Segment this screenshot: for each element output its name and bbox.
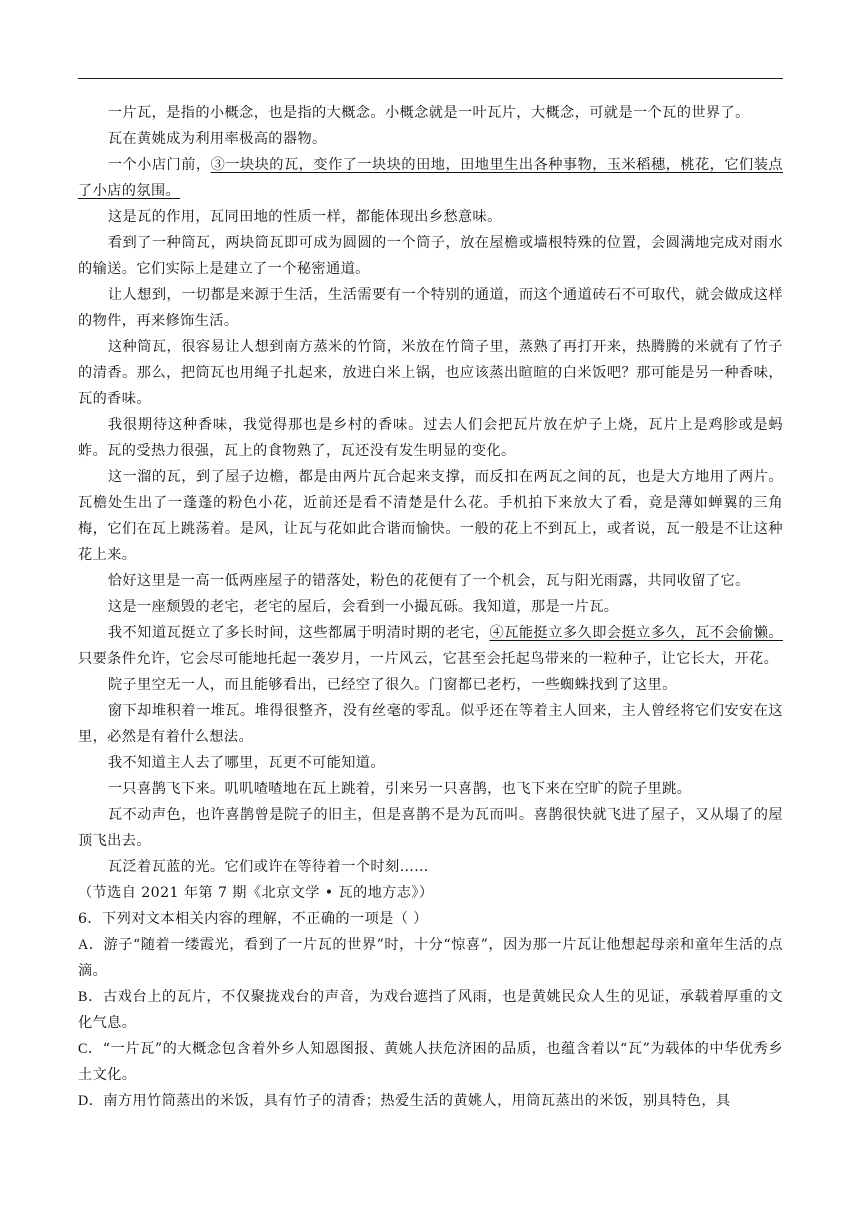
paragraph-16: 一只喜鹊飞下来。叽叽喳喳地在瓦上跳着，引来另一只喜鹊，也飞下来在空旷的院子里跳。: [107, 781, 692, 797]
option-a-text: 游子“随着一缕霞光，看到了一片瓦的世界”时，十分“惊喜”，因为那一片瓦让他想起母亲和童年生活的点滴。: [78, 937, 783, 979]
option-b-text: 古戏台上的瓦片，不仅聚拢戏台的声音，为戏台遮挡了风雨，也是黄姚民众人生的见证，承载着厚重的文化气息。: [78, 989, 783, 1031]
paragraph-12-lead: 我不知道瓦挺立了多长时间，这些都属于明清时期的老宅，: [107, 625, 490, 641]
option-b: [78, 984, 783, 1036]
paragraph-3: [78, 152, 783, 204]
paragraph-15: 我不知道主人去了哪里，瓦更不可能知道。: [107, 755, 385, 771]
option-a-letter: A．: [78, 937, 104, 953]
option-c-letter: C．: [78, 1041, 103, 1057]
paragraph-9: 这一溜的瓦，到了屋子边檐，都是由两片瓦合起来支撑，而反扣在两瓦之间的瓦，也是大方地用了两片。瓦檐处生出了一蓬蓬的粉色小花，近前还是看不清楚是什么花。手机拍下来放大了看，竟是薄如蝉翼的三角梅，它们在瓦上跳荡着。是风，让瓦与花如此合谐而愉快。一般的花上不到瓦上，或者说，瓦一般是不让这种花上来。: [78, 469, 783, 563]
paragraph-14: 窗下却堆积着一堆瓦。堆得很整齐，没有丝毫的零乱。似乎还在等着主人回来，主人曾经将它们安安在这里，必然是有着什么想法。: [78, 703, 783, 745]
paragraph-12: [78, 620, 783, 672]
paragraph-18: 瓦泛着瓦蓝的光。它们或许在等待着一个时刻……: [107, 859, 429, 875]
paragraph-8: 我很期待这种香味，我觉得那也是乡村的香味。过去人们会把瓦片放在炉子上烧，瓦片上是鸡胗或是蚂蚱。瓦的受热力很强，瓦上的食物熟了，瓦还没有发生明显的变化。: [78, 417, 783, 459]
paragraph-4: 这是瓦的作用，瓦同田地的性质一样，都能体现出乡愁意味。: [107, 209, 502, 225]
paragraph-13: 院子里空无一人，而且能够看出，已经空了很久。门窗都已老朽，一些蜘蛛找到了这里。: [107, 677, 677, 693]
option-c: [78, 1036, 783, 1088]
paragraph-12-tail: 只要条件允许，它会尽可能地托起一袭岁月，一片风云，它甚至会托起鸟带来的一粒种子，让它长大，开花。: [78, 651, 779, 667]
source-citation: （节选自 2021 年第 7 期《北京文学 • 瓦的地方志》）: [78, 885, 434, 901]
paragraph-7: 这种筒瓦，很容易让人想到南方蒸米的竹筒，米放在竹筒子里，蒸熟了再打开来，热腾腾的米就有了竹子的清香。那么，把筒瓦也用绳子扎起来，放进白米上锅，也应该蒸出暄暄的白米饭吧？那可能是另一种香味，瓦的香味。: [78, 339, 783, 407]
underlined-sentence-3: ③一块块的瓦，变作了一块块的田地，田地里生出各种事物，玉米稻穗，桃花，它们装点了小店的氛围。: [78, 157, 783, 199]
option-b-letter: B．: [78, 989, 103, 1005]
paragraph-3-lead: 一个小店门前，: [107, 157, 211, 173]
paragraph-11: 这是一座颓毁的老宅，老宅的屋后，会看到一小撮瓦砾。我知道，那是一片瓦。: [107, 599, 619, 615]
option-d: [78, 1088, 783, 1114]
option-c-text: “一片瓦”的大概念包含着外乡人知恩图报、黄姚人扶危济困的品质，也蕴含着以“瓦”为载体的中华优秀乡土文化。: [78, 1041, 783, 1083]
paragraph-10: 恰好这里是一高一低两座屋子的错落处，粉色的花便有了一个机会，瓦与阳光雨露，共同收留了它。: [107, 573, 750, 589]
option-a: [78, 932, 783, 984]
underlined-sentence-4: ④瓦能挺立多久即会挺立多久，瓦不会偷懒。: [489, 625, 783, 641]
paragraph-2: 瓦在黄姚成为利用率极高的器物。: [107, 131, 327, 147]
paragraph-5: 看到了一种筒瓦，两块筒瓦即可成为圆圆的一个筒子，放在屋檐或墙根特殊的位置，会圆满地完成对雨水的输送。它们实际上是建立了一个秘密通道。: [78, 235, 783, 277]
article-body: [78, 100, 783, 1114]
paragraph-17: 瓦不动声色，也许喜鹊曾是院子的旧主，但是喜鹊不是为瓦而叫。喜鹊很快就飞进了屋子，又从塌了的屋顶飞出去。: [78, 807, 783, 849]
paragraph-6: 让人想到，一切都是来源于生活，生活需要有一个特别的通道，而这个通道砖石不可取代，就会做成这样的物件，再来修饰生活。: [78, 287, 783, 329]
question-stem: 6．下列对文本相关内容的理解，不正确的一项是（ ）: [78, 911, 428, 927]
option-d-letter: D．: [78, 1093, 104, 1109]
header-rule: [78, 78, 783, 79]
option-d-text: 南方用竹筒蒸出的米饭，具有竹子的清香；热爱生活的黄姚人，用筒瓦蒸出的米饭，别具特色，具: [103, 1093, 731, 1109]
paragraph-1: 一片瓦，是指的小概念，也是指的大概念。小概念就是一叶瓦片，大概念，可就是一个瓦的世界了。: [107, 105, 750, 121]
